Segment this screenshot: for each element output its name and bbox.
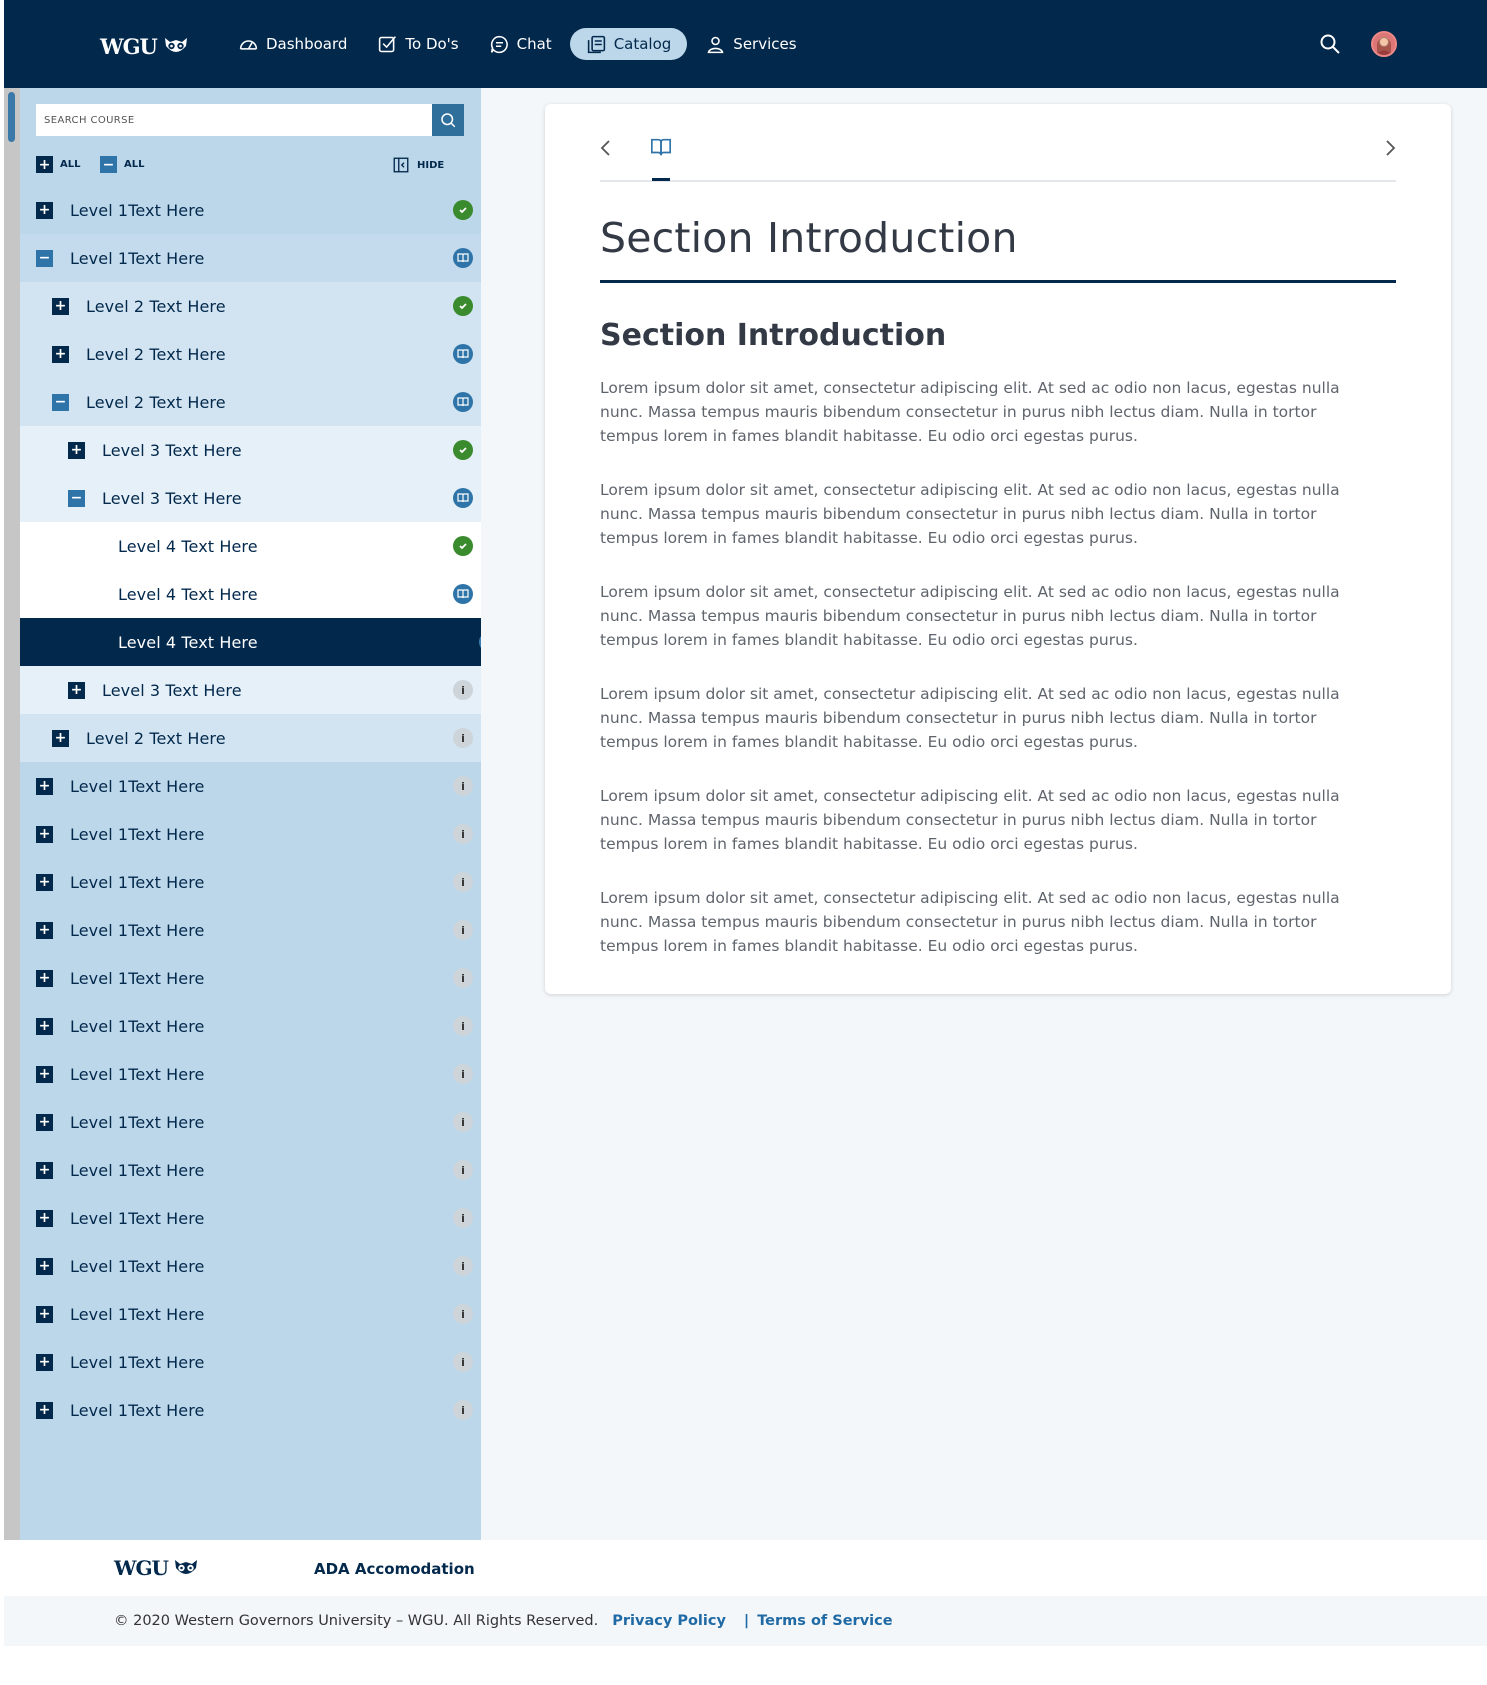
tree-item-label: Level 2 Text Here: [86, 728, 226, 748]
page: [4, 0, 1487, 1685]
expand-icon[interactable]: +: [36, 1114, 53, 1131]
info-icon: i: [453, 1256, 473, 1276]
collapse-icon[interactable]: −: [68, 490, 85, 507]
expand-icon[interactable]: +: [68, 442, 85, 459]
tree-item-level-1[interactable]: [20, 1098, 481, 1146]
paragraph: Lorem ipsum dolor sit amet, consectetur adipiscing elit. At sed ac odio non lacus, egestas nulla nunc. Massa tempus mauris bibendum consectetur in purus nibh lectus diam. Nulla in tortor tempus lorem in fames blandit habitasse. Eu odio orci egestas purus.: [600, 889, 1340, 955]
info-icon: i: [453, 1304, 473, 1324]
tree-item-label: Level 3 Text Here: [102, 488, 242, 508]
tree-item-level-1[interactable]: [20, 1002, 481, 1050]
info-icon: i: [453, 1160, 473, 1180]
expand-icon[interactable]: +: [52, 346, 69, 363]
privacy-policy-link[interactable]: Privacy Policy: [612, 1613, 726, 1629]
paragraph: Lorem ipsum dolor sit amet, consectetur adipiscing elit. At sed ac odio non lacus, egestas nulla nunc. Massa tempus mauris bibendum consectetur in purus nibh lectus diam. Nulla in tortor tempus lorem in fames blandit habitasse. Eu odio orci egestas purus.: [600, 787, 1340, 853]
tree-item-label: Level 3 Text Here: [102, 440, 242, 460]
expand-icon[interactable]: +: [36, 922, 53, 939]
in-progress-book-icon: [453, 344, 473, 364]
tree-item-label: Level 1Text Here: [70, 776, 205, 796]
tree-item-label: Level 2 Text Here: [86, 344, 226, 364]
expand-icon[interactable]: +: [36, 1402, 53, 1419]
title-divider: [600, 280, 1396, 283]
expand-icon[interactable]: +: [36, 778, 53, 795]
expand-icon[interactable]: +: [36, 1258, 53, 1275]
tree-item-level-1[interactable]: [20, 1194, 481, 1242]
nav-catalog-label: Catalog: [613, 35, 672, 53]
tree-item-label: Level 1Text Here: [70, 248, 205, 268]
tree-item-level-3[interactable]: [20, 426, 481, 474]
collapse-all-button[interactable]: [100, 156, 144, 173]
tree-item-label: Level 1Text Here: [70, 968, 205, 988]
info-icon: i: [453, 920, 473, 940]
expand-icon[interactable]: +: [36, 1306, 53, 1323]
chevron-left-icon[interactable]: [596, 138, 616, 158]
tree-item-label: Level 1Text Here: [70, 1064, 205, 1084]
tree-item-level-4[interactable]: [20, 522, 481, 570]
tree-item-label: Level 4 Text Here: [118, 584, 258, 604]
catalog-books-icon: [586, 34, 607, 55]
scrollbar-thumb[interactable]: [8, 92, 15, 142]
minus-icon: −: [100, 156, 117, 173]
tree-item-level-3[interactable]: [20, 474, 481, 522]
info-icon: i: [453, 680, 473, 700]
tree-item-label: Level 1Text Here: [70, 1160, 205, 1180]
search-course-input[interactable]: [36, 104, 432, 136]
expand-icon[interactable]: +: [36, 970, 53, 987]
search-icon: [439, 111, 457, 129]
logo-text: WGU: [100, 33, 157, 59]
paragraph: Lorem ipsum dolor sit amet, consectetur adipiscing elit. At sed ac odio non lacus, egestas nulla nunc. Massa tempus mauris bibendum consectetur in purus nibh lectus diam. Nulla in tortor tempus lorem in fames blandit habitasse. Eu odio orci egestas purus.: [600, 583, 1340, 649]
tree-item-label: Level 1Text Here: [70, 1352, 205, 1372]
nav-services[interactable]: [693, 28, 808, 60]
user-icon: [705, 34, 726, 55]
tree-item-level-1[interactable]: [20, 186, 481, 234]
tree-item-label: Level 1Text Here: [70, 200, 205, 220]
footer-logo[interactable]: [114, 1556, 199, 1580]
copyright-text: © 2020 Western Governors University – WGU. All Rights Reserved.: [114, 1613, 599, 1629]
expand-icon[interactable]: +: [36, 202, 53, 219]
chat-bubble-icon: [489, 34, 510, 55]
tree-item-level-1[interactable]: [20, 858, 481, 906]
expand-icon[interactable]: +: [68, 682, 85, 699]
course-search: [36, 104, 464, 136]
expand-icon[interactable]: +: [52, 298, 69, 315]
collapse-icon[interactable]: −: [52, 394, 69, 411]
ada-accommodation-link[interactable]: ADA Accomodation: [314, 1560, 475, 1578]
course-sidebar: [20, 88, 481, 1540]
tree-item-label: Level 2 Text Here: [86, 296, 226, 316]
info-icon: i: [453, 824, 473, 844]
expand-icon[interactable]: +: [52, 730, 69, 747]
in-progress-book-icon: [453, 584, 473, 604]
search-course-button[interactable]: [432, 104, 464, 136]
footer-top: [4, 1540, 1487, 1596]
collapse-all-label: ALL: [124, 159, 145, 170]
footer-bottom: [4, 1596, 1487, 1646]
collapse-icon[interactable]: −: [36, 250, 53, 267]
nav-chat-label: Chat: [516, 35, 552, 53]
info-icon: i: [453, 1112, 473, 1132]
tree-item-label: Level 2 Text Here: [86, 392, 226, 412]
nav-dashboard[interactable]: [226, 28, 359, 60]
plus-icon: +: [36, 156, 53, 173]
paragraph: Lorem ipsum dolor sit amet, consectetur adipiscing elit. At sed ac odio non lacus, egestas nulla nunc. Massa tempus mauris bibendum consectetur in purus nibh lectus diam. Nulla in tortor tempus lorem in fames blandit habitasse. Eu odio orci egestas purus.: [600, 379, 1340, 445]
tree-item-level-4-selected[interactable]: [20, 618, 507, 666]
page-title: Section Introduction: [600, 214, 1018, 262]
expand-icon[interactable]: +: [36, 1066, 53, 1083]
terms-of-service-link[interactable]: Terms of Service: [757, 1613, 893, 1629]
body-text: [600, 376, 1370, 988]
tree-item-label: Level 4 Text Here: [118, 632, 258, 652]
tree-item-level-4[interactable]: [20, 570, 481, 618]
top-nav: [4, 0, 1487, 88]
info-icon: i: [453, 1400, 473, 1420]
tree-item-level-2[interactable]: [20, 282, 481, 330]
expand-icon[interactable]: +: [36, 826, 53, 843]
active-tab-indicator: [652, 178, 670, 181]
nav-todos[interactable]: [365, 28, 470, 60]
hide-sidebar-button[interactable]: [392, 156, 444, 174]
tree-item-level-1[interactable]: [20, 1050, 481, 1098]
checkbox-icon: [377, 34, 398, 55]
nav-services-label: Services: [733, 35, 797, 53]
tree-item-level-2[interactable]: [20, 378, 481, 426]
tree-item-level-1[interactable]: [20, 1338, 481, 1386]
hide-label: HIDE: [417, 159, 445, 171]
tree-item-label: Level 1Text Here: [70, 1400, 205, 1420]
owl-logo-icon: [173, 1558, 199, 1578]
tab-reading[interactable]: [650, 136, 674, 180]
info-icon: i: [453, 1016, 473, 1036]
wgu-logo[interactable]: [100, 32, 189, 60]
tree-item-level-2[interactable]: [20, 714, 481, 762]
card-nav: [600, 126, 1396, 182]
nav-todos-label: To Do's: [405, 35, 459, 53]
tree-item-level-1[interactable]: [20, 810, 481, 858]
in-progress-book-icon: [453, 392, 473, 412]
tree-item-level-1[interactable]: [20, 762, 481, 810]
tree-item-level-1[interactable]: [20, 1146, 481, 1194]
complete-check-icon: [453, 200, 473, 220]
nav-dashboard-label: Dashboard: [266, 35, 348, 53]
tree-item-label: Level 1Text Here: [70, 1016, 205, 1036]
tree-item-label: Level 1Text Here: [70, 872, 205, 892]
footer: [4, 1540, 1487, 1685]
expand-icon[interactable]: +: [36, 1210, 53, 1227]
collapse-panel-icon: [392, 156, 410, 174]
tree-item-level-1[interactable]: [20, 1386, 481, 1434]
search-icon[interactable]: [1318, 32, 1342, 56]
nav-catalog[interactable]: [570, 28, 688, 60]
tree-item-label: Level 1Text Here: [70, 1256, 205, 1276]
dashboard-gauge-icon: [238, 34, 259, 55]
tree-item-level-1[interactable]: [20, 906, 481, 954]
complete-check-icon: [453, 296, 473, 316]
info-icon: i: [453, 776, 473, 796]
footer-separator: |: [743, 1613, 750, 1629]
avatar-portrait-icon: [1373, 33, 1395, 55]
tree-item-label: Level 1Text Here: [70, 1112, 205, 1132]
complete-check-icon: [453, 536, 473, 556]
expand-all-button[interactable]: [36, 156, 80, 173]
main-content: [481, 88, 1487, 1540]
avatar[interactable]: [1371, 31, 1397, 57]
tree-item-level-1[interactable]: [20, 234, 481, 282]
tree-item-label: Level 1Text Here: [70, 1304, 205, 1324]
chevron-right-icon[interactable]: [1380, 138, 1400, 158]
paragraph: Lorem ipsum dolor sit amet, consectetur adipiscing elit. At sed ac odio non lacus, egestas nulla nunc. Massa tempus mauris bibendum consectetur in purus nibh lectus diam. Nulla in tortor tempus lorem in fames blandit habitasse. Eu odio orci egestas purus.: [600, 685, 1340, 751]
tree-item-level-1[interactable]: [20, 1242, 481, 1290]
info-icon: i: [453, 968, 473, 988]
paragraph: Lorem ipsum dolor sit amet, consectetur adipiscing elit. At sed ac odio non lacus, egestas nulla nunc. Massa tempus mauris bibendum consectetur in purus nibh lectus diam. Nulla in tortor tempus lorem in fames blandit habitasse. Eu odio orci egestas purus.: [600, 481, 1340, 547]
tree-item-level-1[interactable]: [20, 954, 481, 1002]
tree-item-level-3[interactable]: [20, 666, 481, 714]
nav-chat[interactable]: [477, 28, 564, 60]
tree-item-level-2[interactable]: [20, 330, 481, 378]
footer-logo-text: WGU: [114, 1556, 168, 1580]
tree-item-label: Level 1Text Here: [70, 920, 205, 940]
section-heading: Section Introduction: [600, 318, 947, 353]
tree-item-label: Level 1Text Here: [70, 1208, 205, 1228]
expand-icon[interactable]: +: [36, 874, 53, 891]
tree-item-label: Level 4 Text Here: [118, 536, 258, 556]
tree-item-label: Level 3 Text Here: [102, 680, 242, 700]
tree-tools: [36, 156, 464, 174]
expand-icon[interactable]: +: [36, 1354, 53, 1371]
tree-item-label: Level 1Text Here: [70, 824, 205, 844]
course-tree: [20, 186, 481, 1434]
owl-logo-icon: [163, 36, 189, 56]
sidebar-scrollbar[interactable]: [4, 88, 20, 1540]
info-icon: i: [453, 728, 473, 748]
info-icon: i: [453, 872, 473, 892]
complete-check-icon: [453, 440, 473, 460]
expand-icon[interactable]: +: [36, 1018, 53, 1035]
info-icon: i: [453, 1352, 473, 1372]
info-icon: i: [453, 1208, 473, 1228]
book-icon: [650, 136, 672, 158]
tree-item-level-1[interactable]: [20, 1290, 481, 1338]
in-progress-book-icon: [453, 248, 473, 268]
in-progress-book-icon: [453, 488, 473, 508]
info-icon: i: [453, 1064, 473, 1084]
expand-icon[interactable]: +: [36, 1162, 53, 1179]
expand-all-label: ALL: [60, 159, 81, 170]
content-card: [545, 104, 1451, 994]
nav-items: [226, 28, 815, 60]
